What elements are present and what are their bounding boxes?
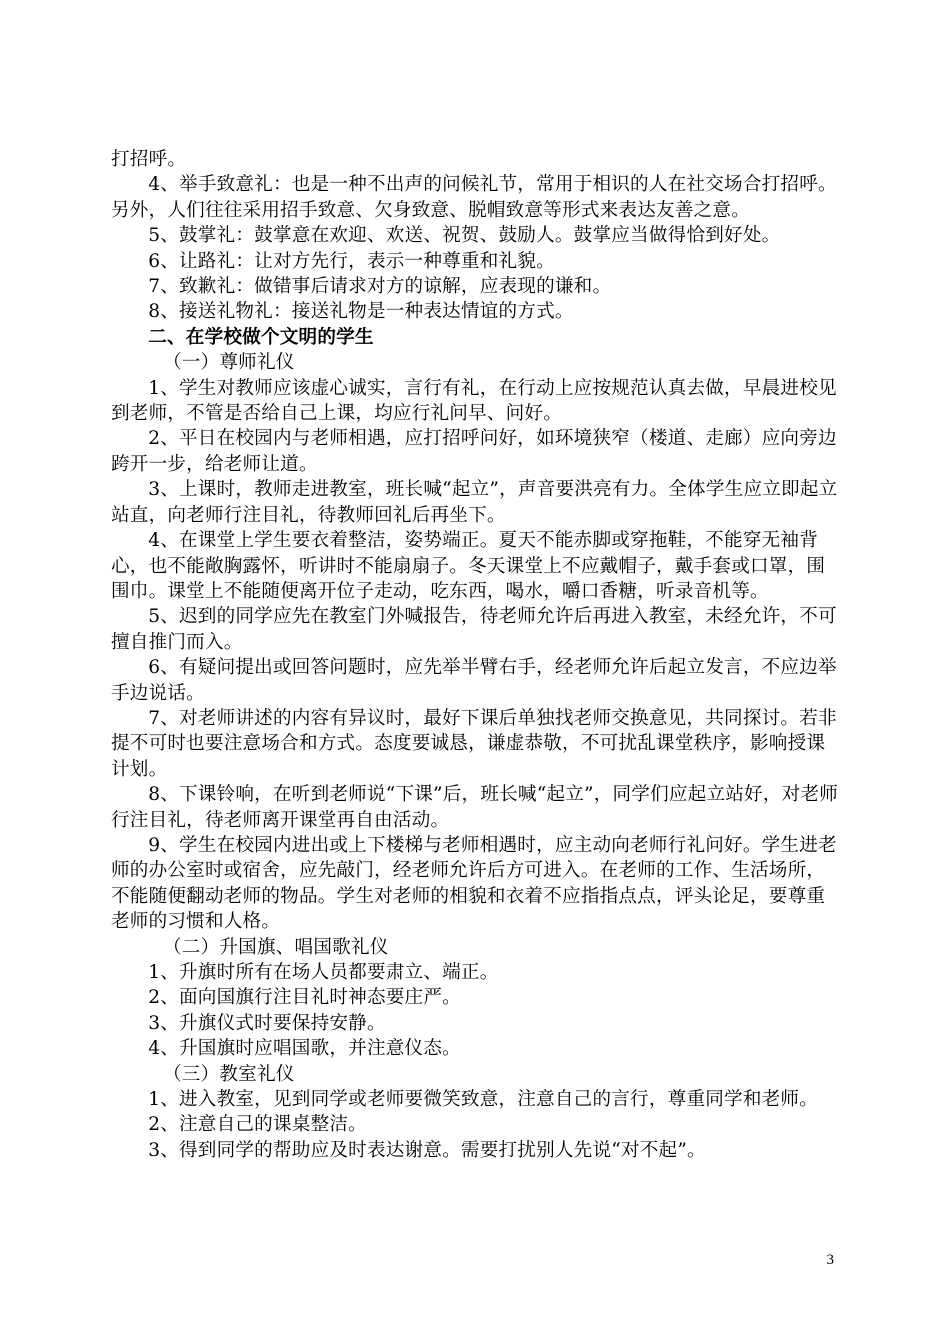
paragraph-flag-3: 3、升旗仪式时要保持安静。 [148,1012,386,1034]
subsection-heading-teacher: （一）尊师礼仪 [163,352,295,374]
paragraph-continuation: 打招呼。 [111,149,187,170]
page-number: 3 [826,1252,834,1268]
paragraph-classroom-1: 1、进入教室，见到同学或老师要微笑致意，注意自己的言行，尊重同学和老师。 [148,1089,819,1111]
paragraph-teacher-6: 6、有疑问提出或回答问题时，应先举半臂右手，经老师允许后起立发言，不应边举手边说话。 [111,657,837,704]
paragraph-classroom-2: 2、注意自己的课桌整洁。 [148,1114,367,1136]
paragraph-teacher-1: 1、学生对教师应该虚心诚实，言行有礼，在行动上应按规范认真去做，早晨进校见到老师，不管是否给自己上课，均应行礼问早、问好。 [111,377,837,425]
paragraph-flag-1: 1、升旗时所有在场人员都要肃立、端正。 [148,962,499,983]
paragraph-classroom-3: 3、得到同学的帮助应及时表达谢意。需要打扰别人先说“对不起”。 [148,1139,706,1161]
paragraph-teacher-3: 3、上课时，教师走进教室，班长喊“起立”，声音要洪亮有力。全体学生应立即起立站直，向老师行注目礼，待教师回礼后再坐下。 [111,479,838,526]
paragraph-6-give-way: 6、让路礼：让对方先行，表示一种尊重和礼貌。 [148,250,555,272]
paragraph-teacher-5: 5、迟到的同学应先在教室门外喊报告，待老师允许后再进入教室，未经允许，不可擅自推门而入。 [111,606,837,653]
document-body [111,147,841,1163]
paragraph-7-apology: 7、致歉礼：做错事后请求对方的谅解，应表现的谦和。 [148,276,612,298]
section-heading: 二、在学校做个文明的学生 [148,326,374,348]
paragraph-flag-2: 2、面向国旗行注目礼时神态要庄严。 [148,987,461,1009]
paragraph-teacher-7: 7、对老师讲述的内容有异议时，最好下课后单独找老师交换意见，共同探讨。若非提不可时也要注意场合和方式。态度要诚恳，谦虚恭敬，不可扰乱课堂秩序，影响授课计划。 [111,707,837,780]
paragraph-teacher-4: 4、在课堂上学生要衣着整洁，姿势端正。夏天不能赤脚或穿拖鞋，不能穿无袖背心，也不能敞胸露怀，听讲时不能扇扇子。冬天课堂上不应戴帽子，戴手套或口罩，围围巾。课堂上不能随便离开位子走动，吃东西，喝水，嚼口香糖，听录音机等。 [111,530,826,602]
paragraph-8-gifts: 8、接送礼物礼：接送礼物是一种表达情谊的方式。 [148,301,574,323]
paragraph-teacher-2: 2、平日在校园内与老师相遇，应打招呼问好，如环境狭窄（楼道、走廊）应向旁边跨开一步，给老师让道。 [111,428,837,475]
paragraph-4-raise-hand: 4、举手致意礼：也是一种不出声的问候礼节，常用于相识的人在社交场合打招呼。另外，人们往往采用招手致意、欠身致意、脱帽致意等形式来表达友善之意。 [111,174,837,221]
paragraph-5-applause: 5、鼓掌礼：鼓掌意在欢迎、欢送、祝贺、鼓励人。鼓掌应当做得恰到好处。 [148,225,781,247]
subsection-heading-classroom: （三）教室礼仪 [163,1063,295,1085]
subsection-heading-flag: （二）升国旗、唱国歌礼仪 [163,936,389,958]
paragraph-teacher-8: 8、下课铃响，在听到老师说“下课”后，班长喊“起立”，同学们应起立站好，对老师行注目礼，待老师离开课堂再自由活动。 [111,784,839,831]
paragraph-flag-4: 4、升国旗时应唱国歌，并注意仪态。 [148,1038,461,1060]
paragraph-teacher-9: 9、学生在校园内进出或上下楼梯与老师相遇时，应主动向老师行礼问好。学生进老师的办公室时或宿舍，应先敲门，经老师允许后方可进入。在老师的工作、生活场所，不能随便翻动老师的物品。学生对老师的相貌和衣着不应指指点点，评头论足，要尊重老师的习惯和人格。 [111,834,837,933]
